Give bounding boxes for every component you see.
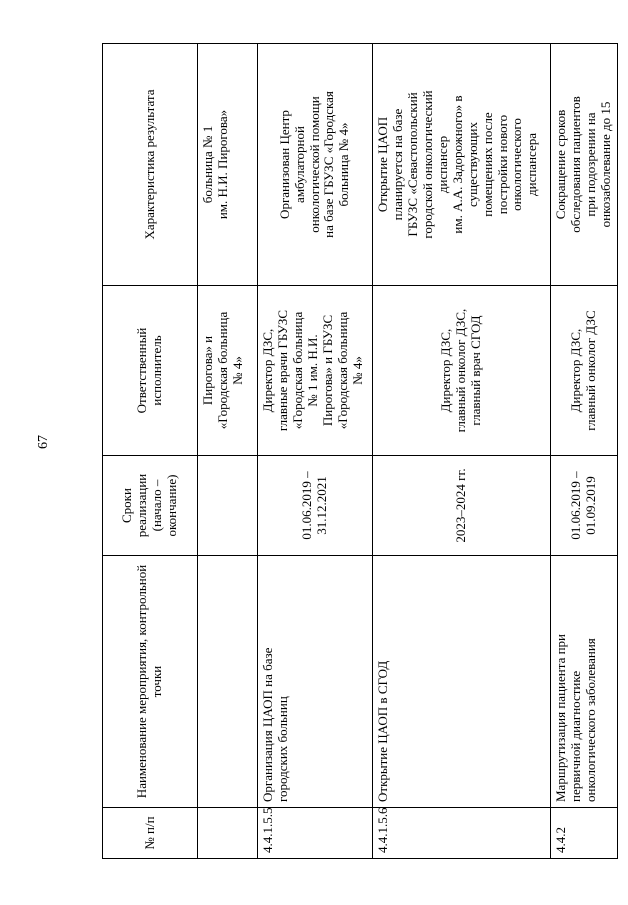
activities-table [102, 43, 618, 859]
cell-responsible [373, 286, 551, 456]
header-responsible: Ответственный исполнитель [103, 286, 198, 456]
cell-text-line: 01.06.2019 – [299, 471, 315, 540]
cell-text-line: помещениях после [479, 112, 495, 217]
header-result: Характеристика результата [103, 44, 198, 286]
cell-text-line: диспансера [524, 133, 540, 196]
cell-text-line: онкологического [509, 118, 525, 211]
cell-result [198, 44, 258, 286]
cell-text-line: «Городская больница [289, 311, 305, 430]
cell-text-line: Открытие ЦАОП в СГОД [375, 660, 390, 802]
table-row [258, 44, 373, 859]
cell-text-line: онкологического заболевания [582, 638, 598, 802]
cell-text-line: постройки нового [494, 114, 510, 215]
cell-text-line: «Городская больница [214, 311, 230, 430]
cell-num: 4.4.1.5.5 [258, 808, 373, 859]
cell-text-line: диспансер [434, 135, 450, 194]
table-header-row [103, 44, 198, 859]
cell-text-line: онкологической помощи [306, 96, 322, 233]
cell-text-line: главный врач СГОД [467, 315, 483, 426]
header-term: Сроки реализации (начало – окончание) [103, 456, 198, 556]
cell-text-line: Организован Центр [276, 110, 292, 219]
cell-term [198, 456, 258, 556]
table-row [373, 44, 551, 859]
cell-text-line: главные врачи ГБУЗС [274, 309, 290, 432]
cell-text-line: больница № 4» [336, 122, 352, 207]
cell-text-line: главный онколог ДЗС [582, 310, 598, 431]
header-num: № п/п [103, 808, 198, 859]
cell-num [198, 808, 258, 859]
cell-text-line: Директор ДЗС, [260, 328, 275, 413]
cell-text-line: главный онколог ДЗС, [453, 308, 469, 433]
cell-num: 4.4.1.5.6 [373, 808, 551, 859]
cell-text-line: «Городская больница [334, 311, 350, 430]
cell-text-line: им. Н.И. Пирогова» [214, 109, 230, 220]
cell-text-line: Маршрутизация пациента при [553, 634, 568, 802]
cell-text-line: обследования пациентов [567, 96, 583, 233]
cell-text-line: онкозаболевание до 15 [597, 101, 613, 228]
table-row [198, 44, 258, 859]
cell-text-line: Директор ДЗС, [567, 328, 583, 413]
cell-responsible [258, 286, 373, 456]
cell-text-line: 2023–2024 гг. [453, 468, 469, 543]
cell-text-line: ГБУЗС «Севастопольский [404, 92, 420, 237]
cell-text-line: Организация ЦАОП на базе [260, 647, 275, 802]
cell-text-line: при подозрении на [582, 112, 598, 217]
table-row [551, 44, 618, 859]
page-number: 67 [36, 435, 51, 449]
cell-name [198, 556, 258, 808]
cell-name [258, 556, 373, 808]
cell-result [373, 44, 551, 286]
cell-term [551, 456, 618, 556]
cell-text-line: Открытие ЦАОП [375, 116, 390, 213]
cell-name [551, 556, 618, 808]
cell-text-line: № 4» [229, 356, 245, 385]
cell-text-line: № 4» [349, 356, 365, 385]
cell-name [373, 556, 551, 808]
cell-text-line: Сокращение сроков [553, 109, 568, 220]
cell-text-line: № 1 им. Н.И. [304, 334, 320, 407]
rotated-table-container [102, 44, 613, 859]
cell-num: 4.4.2 [551, 808, 618, 859]
cell-text-line: 01.06.2019 – [567, 471, 583, 540]
cell-text-line: больница № 1 [200, 125, 215, 204]
cell-text-line: Директор ДЗС, [438, 328, 454, 413]
cell-responsible [198, 286, 258, 456]
cell-text-line: на базе ГБУЗС «Городская [321, 91, 337, 238]
cell-text-line: первичной диагностике [567, 670, 583, 802]
cell-text-line: Пирогова» и [200, 335, 215, 406]
cell-text-line: планируется на базе [389, 108, 405, 221]
cell-text-line: городской онкологический [419, 90, 435, 239]
cell-responsible [551, 286, 618, 456]
cell-text-line: 01.09.2019 [582, 476, 598, 535]
cell-text-line: им. А.А. Задорожного» в [449, 95, 465, 234]
cell-text-line: городских больниц [274, 696, 290, 802]
cell-text-line: 31.12.2021 [314, 476, 329, 535]
cell-term [258, 456, 373, 556]
cell-text-line: амбулаторной [291, 126, 307, 203]
cell-result [258, 44, 373, 286]
cell-term [373, 456, 551, 556]
header-name: Наименование мероприятия, контрольной точки [103, 556, 198, 808]
cell-text-line: существующих [464, 121, 480, 208]
cell-text-line: Пирогова» и ГБУЗС [319, 314, 335, 427]
cell-result [551, 44, 618, 286]
